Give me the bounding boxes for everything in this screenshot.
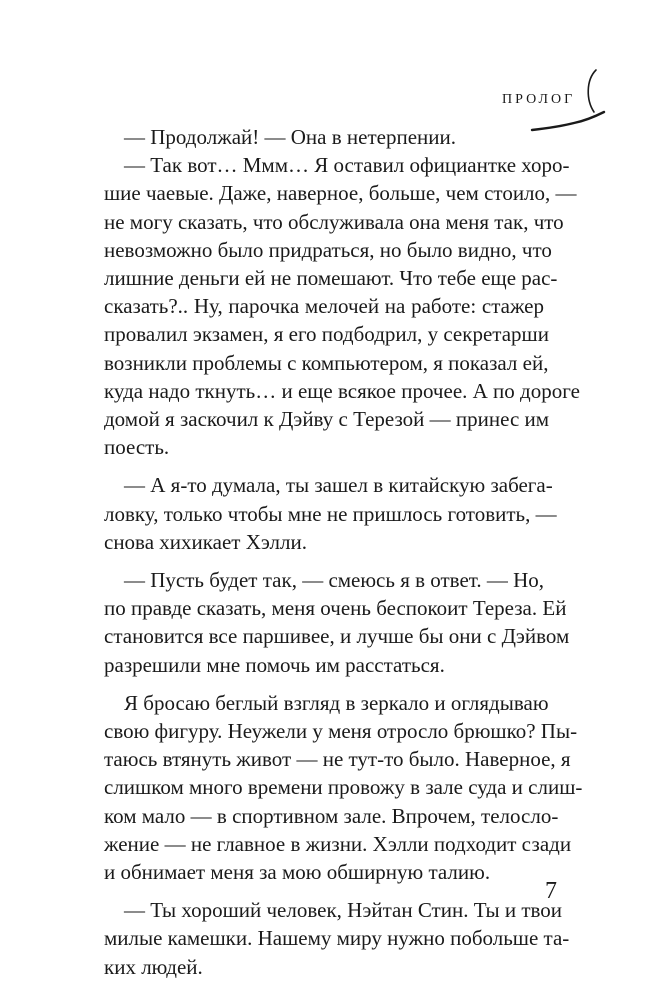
text-line: невозможно было придраться, но было видно, что xyxy=(104,237,552,262)
text-line: куда надо ткнуть… и еще всякое прочее. А по дороге xyxy=(104,378,580,403)
text-line: ком мало — в спортивном зале. Впрочем, телосло- xyxy=(104,803,559,828)
text-line: слишком много времени провожу в зале суда и слиш- xyxy=(104,775,583,800)
text-line: — А я-то думала, ты зашел в китайскую забега- xyxy=(124,473,553,498)
text-line: лишние деньги ей не помешают. Что тебе еще рас- xyxy=(104,266,558,291)
text-line: поесть. xyxy=(104,435,170,460)
text-line: и обнимает меня за мою обширную талию. xyxy=(104,860,491,885)
text-line: Я бросаю беглый взгляд в зеркало и оглядываю xyxy=(124,690,549,715)
text-line: разрешили мне помочь им расстаться. xyxy=(104,652,445,677)
text-line: провалил экзамен, я его подбодрил, у секретарши xyxy=(104,322,549,347)
text-line: возникли проблемы с компьютером, я показал ей, xyxy=(104,350,549,375)
page-number: 7 xyxy=(545,878,557,904)
paragraph xyxy=(104,151,580,461)
text-line: свою фигуру. Неужели у меня отросло брюшко? Пы- xyxy=(104,719,578,744)
text-line: ловку, только чтобы мне не пришлось готовить, — xyxy=(104,501,557,526)
paragraph-gap xyxy=(104,679,544,689)
text-line: жение — не главное в жизни. Хэлли подходит сзади xyxy=(104,831,572,856)
paragraph xyxy=(104,896,570,981)
text-line: таюсь втянуть живот — не тут-то было. Наверное, я xyxy=(104,747,571,772)
paragraph xyxy=(104,566,570,679)
text-line: шие чаевые. Даже, наверное, больше, чем стоило, — xyxy=(104,181,577,206)
text-line: по правде сказать, меня очень беспокоит Тереза. Ей xyxy=(104,596,567,621)
paragraph xyxy=(104,123,544,151)
text-line: сказать?.. Ну, парочка мелочей на работе: стажер xyxy=(104,294,544,319)
text-line: становится все паршивее, и лучше бы они с Дэйвом xyxy=(104,624,570,649)
text-line: ких людей. xyxy=(104,954,203,979)
text-line: снова хихикает Хэлли. xyxy=(104,529,307,554)
text-line: не могу сказать, что обслуживала она меня так, что xyxy=(104,209,564,234)
running-head: ПРОЛОГ xyxy=(502,92,576,107)
paragraph xyxy=(104,689,583,886)
text-line: — Так вот… Ммм… Я оставил официантке хоро- xyxy=(124,153,570,178)
body-text xyxy=(104,123,583,981)
paragraph-gap xyxy=(104,461,544,471)
paragraph xyxy=(104,471,557,556)
paragraph-gap xyxy=(104,886,544,896)
text-line: — Ты хороший человек, Нэйтан Стин. Ты и твои xyxy=(124,898,563,923)
text-line: — Пусть будет так, — смеюсь я в ответ. — Но, xyxy=(124,568,545,593)
text-line: — Продолжай! — Она в нетерпении. xyxy=(124,125,456,149)
paragraph-gap xyxy=(104,556,544,566)
text-line: домой я заскочил к Дэйву с Терезой — принес им xyxy=(104,407,550,432)
text-line: милые камешки. Нашему миру нужно побольше та- xyxy=(104,926,570,951)
